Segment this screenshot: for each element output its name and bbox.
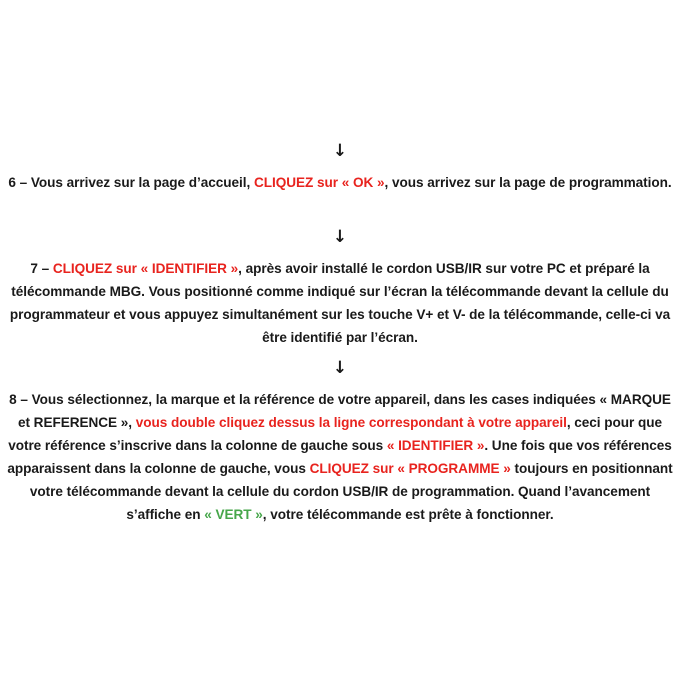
step-8-paragraph (6, 388, 674, 526)
down-arrow-icon: ↓ (332, 227, 348, 247)
step-8-vert-label: « VERT » (204, 507, 263, 522)
step-7-lead: 7 – (30, 261, 53, 276)
down-arrow-icon: ↓ (332, 358, 348, 378)
down-arrow-icon: ↓ (332, 141, 348, 161)
step-8-part4: toujours en positionnant votre télécommande devant la cellule du cordon USB/IR de programmation. Quand l’avancement s’affiche en (29, 461, 673, 522)
step-8-part2: , ceci pour que votre référence s’inscrive dans la colonne de gauche sous (8, 415, 663, 453)
step-7-action-identifier: CLIQUEZ sur « IDENTIFIER » (52, 261, 239, 276)
step-8-part1: 8 – Vous sélectionnez, la marque et la référence de votre appareil, dans les cases indiquées « MARQUE et REFERENCE », (9, 392, 671, 430)
step-6-lead: 6 – Vous arrivez sur la page d’accueil, (8, 175, 254, 190)
step-6-paragraph (6, 171, 674, 194)
step-8-programme-action: CLIQUEZ sur « PROGRAMME » (309, 461, 511, 476)
step-8-part3: . Une fois que vos références apparaissent dans la colonne de gauche, vous (7, 438, 672, 476)
step-7-rest: , après avoir installé le cordon USB/IR sur votre PC et préparé la télécommande MBG. Vous positionné comme indiqué sur l’écran la télécommande devant la cellule du programmateur et vous appuyez simultanément sur les touche V+ et V- de la télécommande, celle-ci va être identifié par l’écran. (9, 261, 671, 345)
step-8-double-click-instruction: vous double cliquez dessus la ligne correspondant à votre appareil (135, 415, 567, 430)
step-6-action-ok: CLIQUEZ sur « OK » (253, 175, 385, 190)
step-7-paragraph (6, 257, 674, 349)
step-8-part5: , votre télécommande est prête à fonctionner. (262, 507, 554, 522)
step-6-rest: , vous arrivez sur la page de programmation. (384, 175, 672, 190)
step-8-identifier-label: « IDENTIFIER » (386, 438, 485, 453)
